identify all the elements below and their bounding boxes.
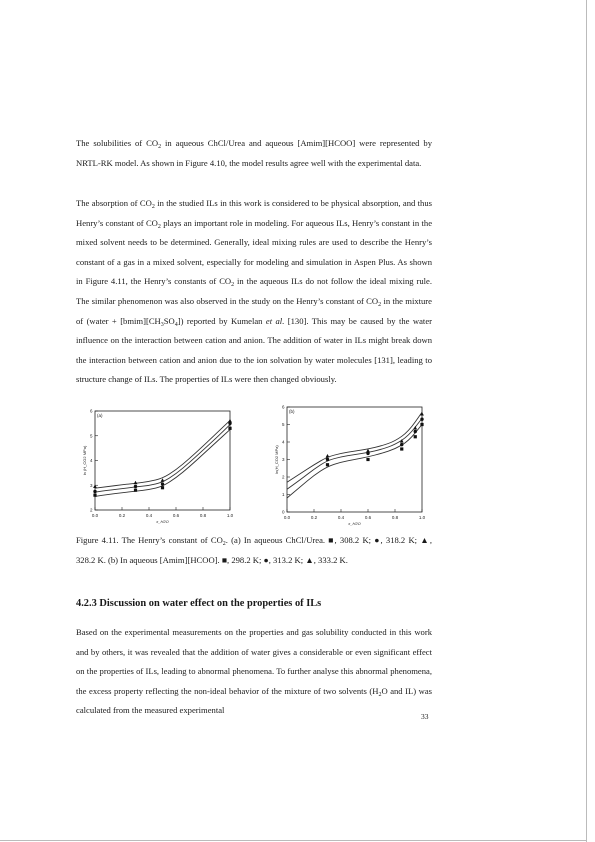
y-tick-label: 4 bbox=[281, 439, 285, 445]
square-marker bbox=[134, 489, 137, 492]
figure-4-11a-chart bbox=[82, 408, 236, 524]
x-tick-label: 0.6 bbox=[172, 513, 180, 518]
fit-line-2 bbox=[95, 425, 230, 493]
x-tick-label: 0.0 bbox=[283, 515, 291, 520]
fit-line-2 bbox=[287, 418, 422, 489]
y-tick-label: 4 bbox=[89, 458, 93, 464]
y-tick-label: 0 bbox=[281, 509, 285, 515]
x-tick-label: 0.0 bbox=[91, 513, 99, 518]
y-tick-label: 5 bbox=[89, 433, 93, 439]
circle-marker bbox=[420, 418, 423, 421]
figure-caption: Figure 4.11. The Henry’s constant of $CO_2$. (a) In aqueous ChCl/Urea. ■, 308.2 K; ●, 318.2 K; ▲, 328.2 K. (b) In aqueous [Amim][HCOO]. ■, 298.2 K; ●, 313.2 K; ▲, 333.2 K. bbox=[76, 535, 432, 565]
square-marker bbox=[400, 447, 403, 450]
y-tick-label: 6 bbox=[89, 408, 93, 414]
triangle-marker bbox=[228, 419, 232, 423]
circle-marker bbox=[134, 485, 137, 488]
triangle-marker bbox=[413, 426, 417, 430]
square-marker bbox=[161, 486, 164, 489]
square-marker bbox=[420, 423, 423, 426]
paragraph-1: The solubilities of $CO_2$ in aqueous ChCl/Urea and aqueous [Amim][HCOO] were represented by NRTL-RK model. As shown in Figure 4.10, the model results agree well with the experimental data. bbox=[76, 138, 432, 168]
circle-marker bbox=[161, 482, 164, 485]
square-marker bbox=[228, 427, 231, 430]
y-tick-label: 5 bbox=[281, 422, 285, 428]
square-marker bbox=[414, 435, 417, 438]
triangle-marker bbox=[161, 478, 165, 482]
y-axis-label: ln (H_CO2 MPa) bbox=[82, 445, 87, 476]
y-tick-label: 3 bbox=[281, 457, 285, 463]
x-tick-label: 1.0 bbox=[226, 513, 234, 518]
triangle-marker bbox=[326, 454, 330, 458]
square-marker bbox=[326, 463, 329, 466]
x-axis-label: x_H2O bbox=[348, 521, 361, 526]
x-tick-label: 0.8 bbox=[391, 515, 399, 520]
paragraph-3: Based on the experimental measurements on the properties and gas solubility conducted in this work and by others, it was revealed that the addition of water gives a considerable or even significant effect on the properties of ILs, leading to abnormal phenomena. To further analyse this abnormal phenomena, the excess property reflecting the non-ideal behavior of the mixture of two solvents ($H_2O$ and IL) was calculated from the measured experimental bbox=[76, 627, 432, 716]
page-edge-bottom bbox=[0, 840, 587, 841]
square-marker bbox=[366, 458, 369, 461]
x-tick-label: 1.0 bbox=[418, 515, 426, 520]
y-tick-label: 6 bbox=[281, 404, 285, 410]
circle-marker bbox=[414, 430, 417, 433]
paragraph-2: The absorption of $CO_2$ in the studied ILs in this work is considered to be physical absorption, and thus Henry’s constant of $CO_2$ plays an important role in modeling. For aqueous ILs, Henry’s constant in the mixed solvent needs to be determined. Generally, ideal mixing rules are used to describe the Henry’s constant of a gas in a mixed solvent, especially for modeling and simulation in Aspen Plus. As shown in Figure 4.11, the Henry’s constants of $CO_2$ in the aqueous ILs do not follow the ideal mixing rule. The similar phenomenon was also observed in the study on the Henry’s constant of $CO_2$ in the mixture of (water + $[bmim][CH_3SO_4]$) reported by Kumelan et al. [130]. This may be caused by the water influence on the interaction between cation and anion. The addition of water in ILs might break down the interaction between cation and anion due to the ion solvation by water molecules [131], leading to structure change of ILs. The properties of ILs were then changed obviously. bbox=[76, 198, 433, 385]
figure-4-11b-chart bbox=[274, 404, 428, 526]
square-marker bbox=[93, 494, 96, 497]
panel-label: (b) bbox=[289, 409, 295, 414]
x-tick-label: 0.4 bbox=[337, 515, 345, 520]
page-edge-right bbox=[586, 0, 587, 842]
triangle-marker bbox=[134, 481, 138, 485]
section-heading: 4.2.3 Discussion on water effect on the properties of ILs bbox=[76, 598, 322, 609]
x-tick-label: 0.6 bbox=[364, 515, 372, 520]
x-axis-label: x_H2O bbox=[156, 519, 169, 524]
x-tick-label: 0.8 bbox=[199, 513, 207, 518]
y-tick-label: 2 bbox=[89, 507, 93, 513]
x-tick-label: 0.2 bbox=[310, 515, 318, 520]
panel-label: (a) bbox=[97, 413, 103, 418]
y-tick-label: 1 bbox=[281, 492, 285, 498]
circle-marker bbox=[93, 490, 96, 493]
fit-line-3 bbox=[95, 420, 230, 488]
fit-line-3 bbox=[287, 412, 422, 482]
circle-marker bbox=[400, 443, 403, 446]
x-tick-label: 0.4 bbox=[145, 513, 153, 518]
x-tick-label: 0.2 bbox=[118, 513, 126, 518]
plot-frame bbox=[95, 411, 230, 510]
fit-line-1 bbox=[287, 425, 422, 499]
y-tick-label: 2 bbox=[281, 474, 285, 480]
circle-marker bbox=[326, 458, 329, 461]
y-tick-label: 3 bbox=[89, 482, 93, 488]
y-axis-label: ln(H_CO2 MPa) bbox=[274, 445, 279, 474]
page-number: 33 bbox=[421, 712, 429, 721]
